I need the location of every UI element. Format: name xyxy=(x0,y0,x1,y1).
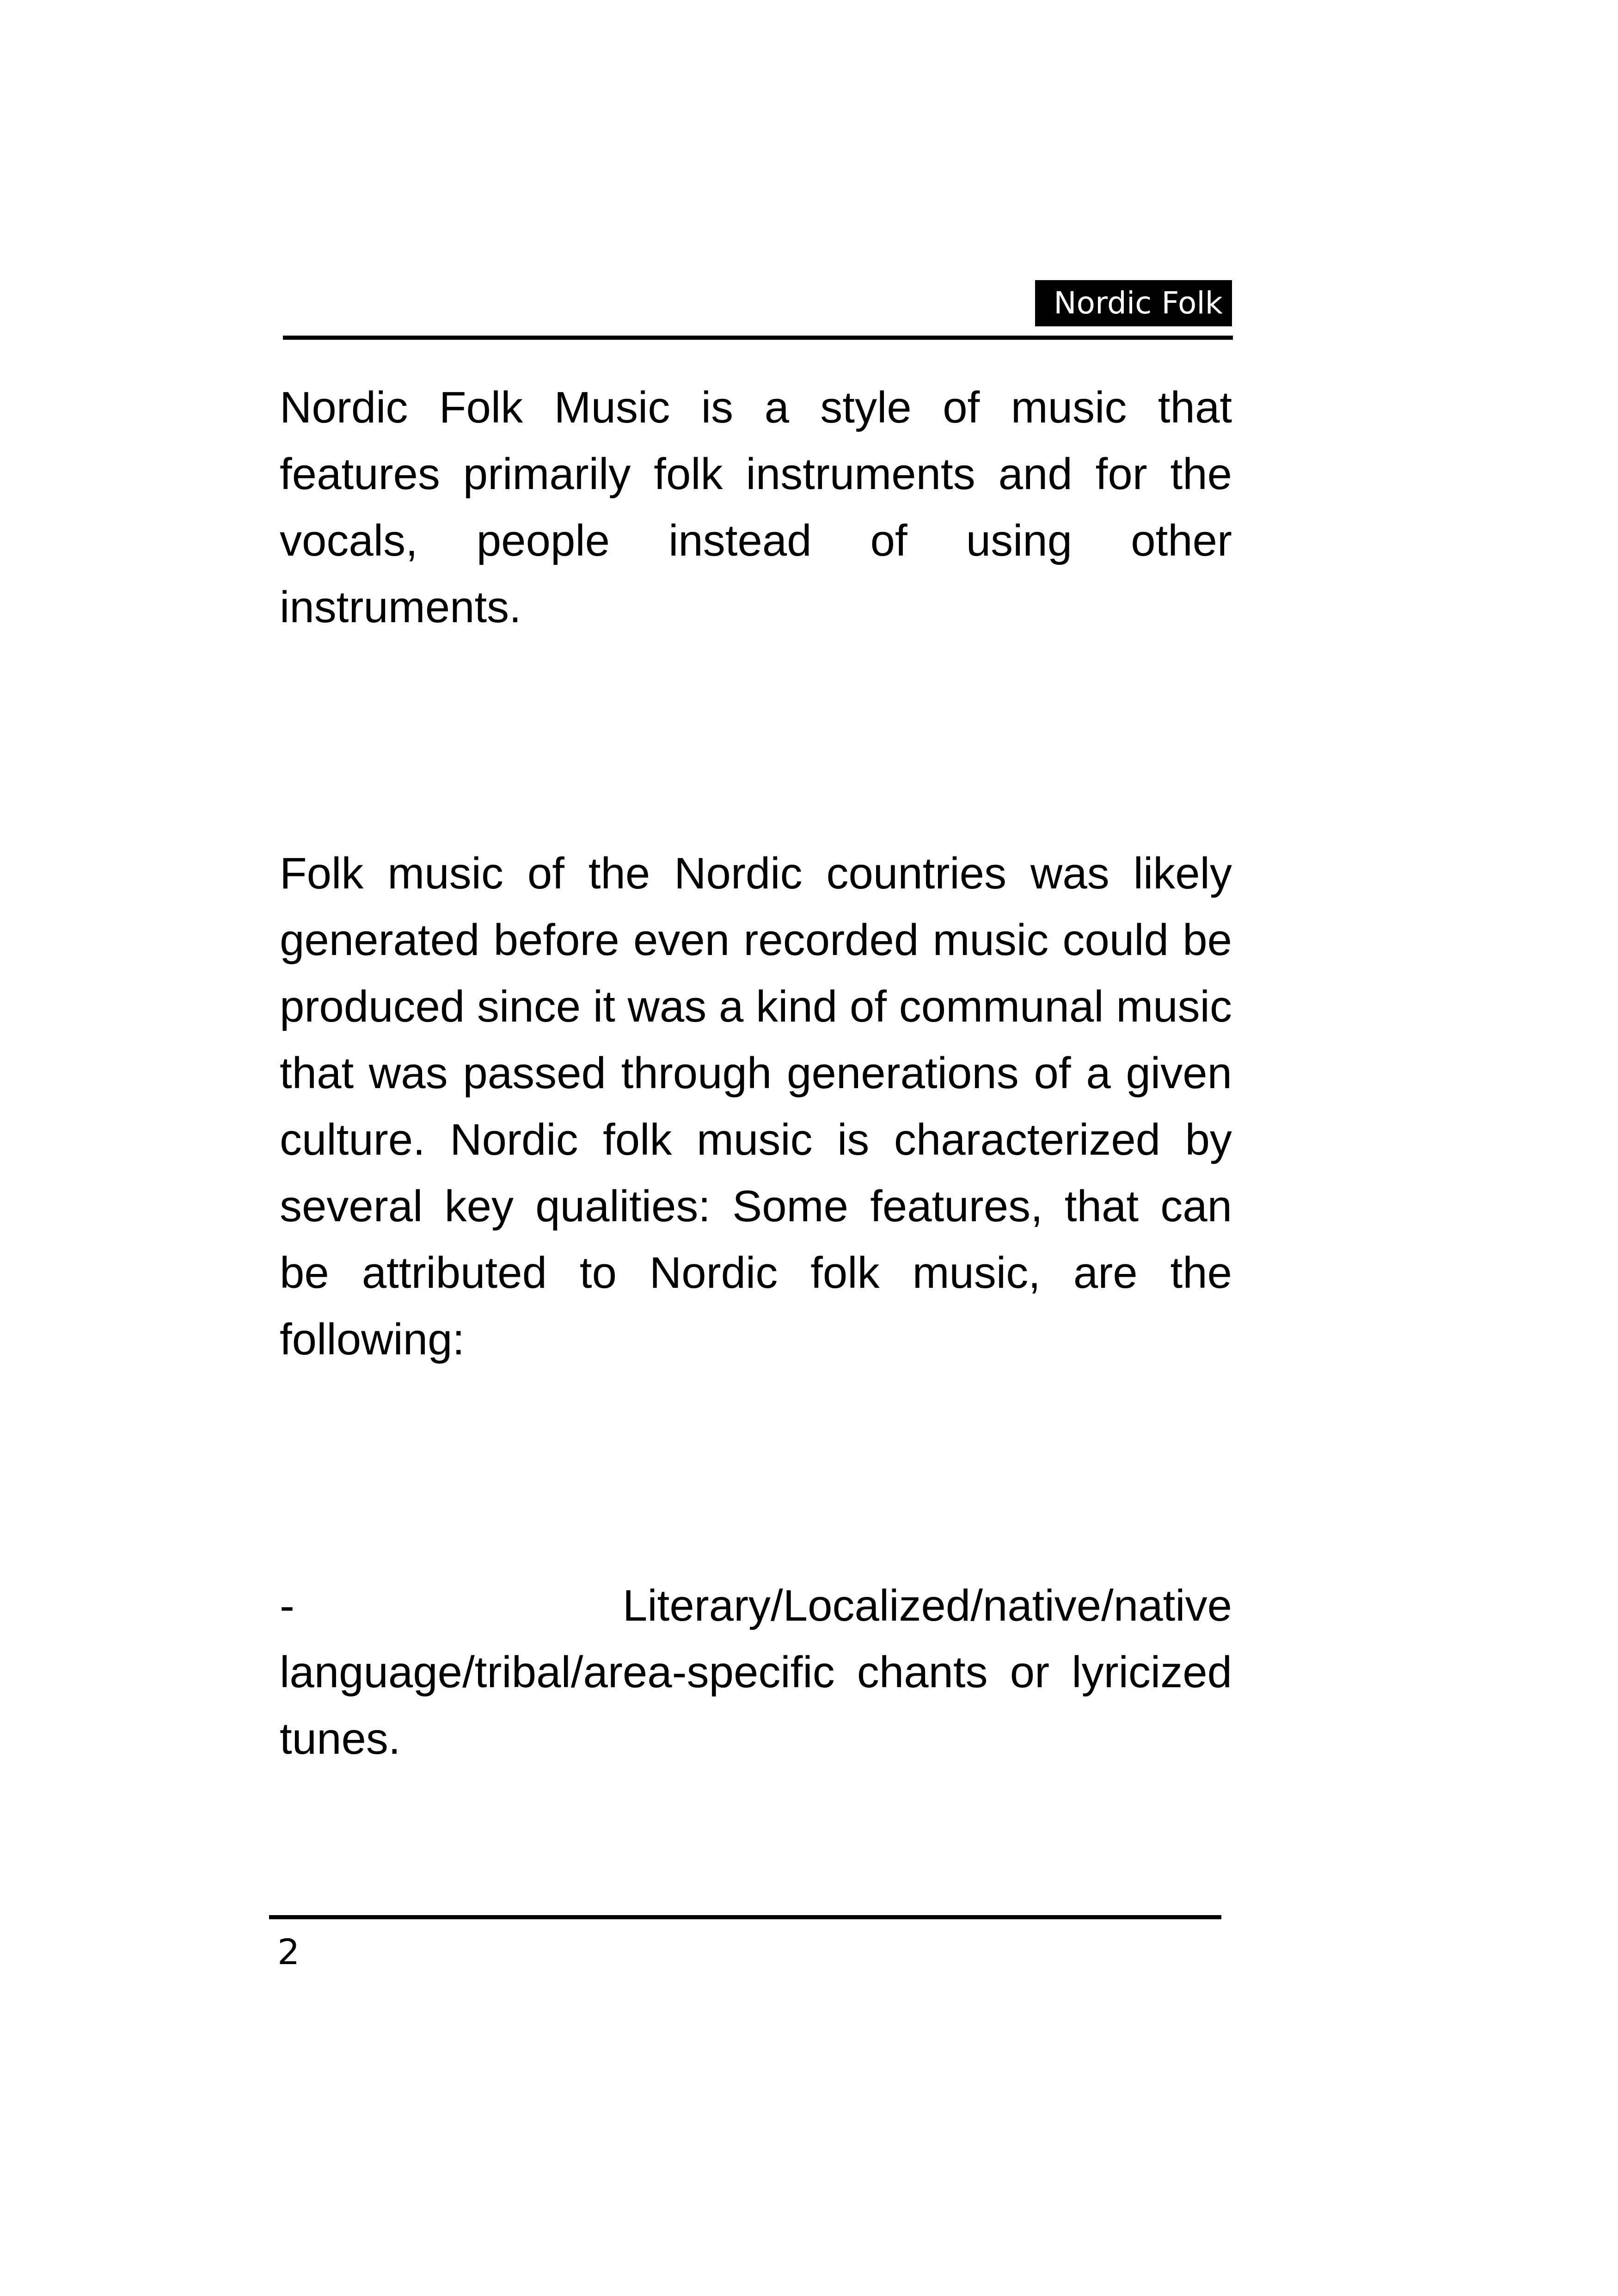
paragraph-history: Folk music of the Nordic countries was likely generated before even recorded music could be produced since it was a kind of communal music that was passed through generations of a given culture. Nordic folk music is characterized by several key qualities: Some features, that can be attributed to Nordic folk music, are the following: xyxy=(280,849,1232,1364)
footer-rule xyxy=(269,1915,1221,1919)
page-body xyxy=(280,374,1232,1772)
paragraph-intro: Nordic Folk Music is a style of music that features primarily folk instruments and for the vocals, people instead of using other instruments. xyxy=(280,383,1232,632)
page-number: 2 xyxy=(277,1931,300,1972)
running-header-title: Nordic Folk xyxy=(1035,280,1232,326)
paragraph-list-item: - Literary/Localized/native/native language/tribal/area-specific chants or lyricized tunes. xyxy=(280,1581,1232,1763)
header-rule xyxy=(283,336,1233,340)
